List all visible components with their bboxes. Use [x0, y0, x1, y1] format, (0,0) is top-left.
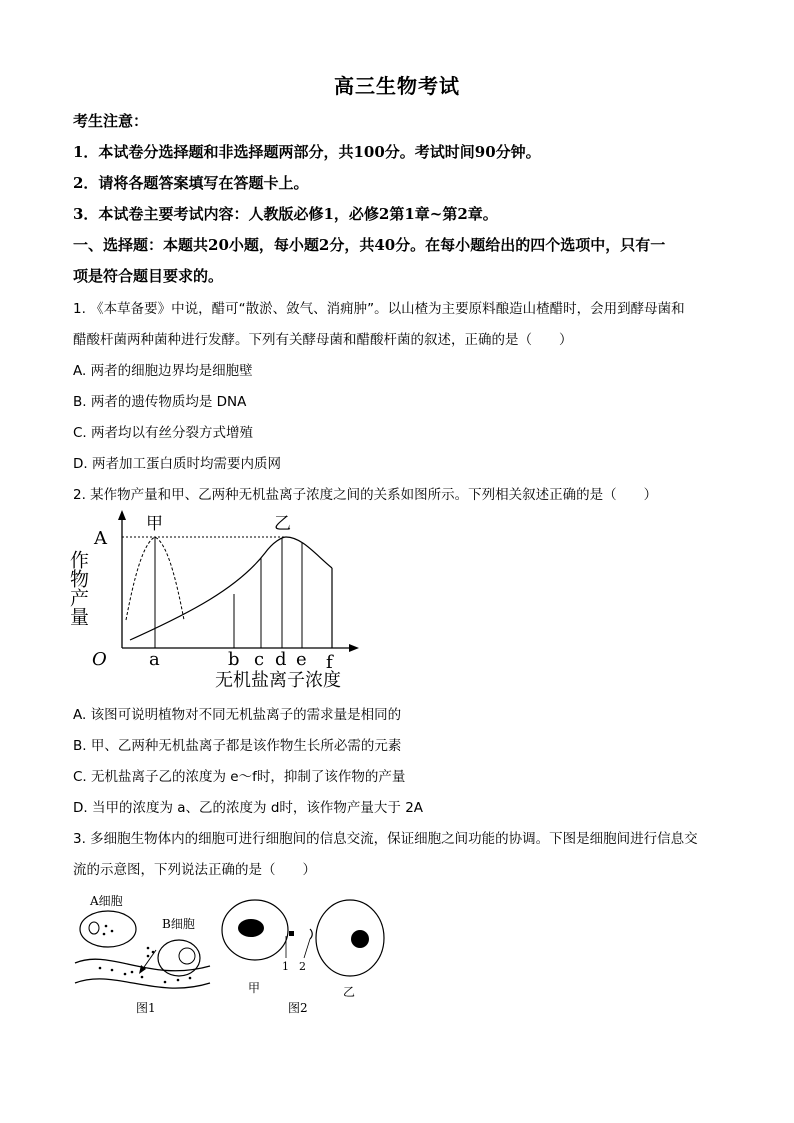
cell-yi-nucleus [351, 930, 369, 948]
notice-heading: 考生注意： [73, 112, 149, 130]
signal-dot [103, 933, 106, 936]
signal-dot [111, 969, 114, 972]
signal-dot [141, 976, 144, 979]
x-tick-b: b [228, 649, 240, 670]
cell-a [80, 911, 136, 947]
peak-label: A [94, 528, 107, 549]
x-axis-label: 无机盐离子浓度 [215, 670, 341, 691]
x-tick-c: c [254, 649, 265, 670]
question-2-option-b: B. 甲、乙两种无机盐离子都是该作物生长所必需的元素 [73, 738, 402, 754]
signal-arrow [142, 950, 156, 970]
pointer-2 [304, 939, 310, 958]
signal-dot [131, 971, 134, 974]
x-tick-f: f [326, 652, 333, 673]
signal-dot [124, 973, 127, 976]
question-1-option-c: C. 两者均以有丝分裂方式增殖 [73, 425, 254, 441]
signal-dot [164, 981, 167, 984]
cell-yi-label: 乙 [343, 985, 356, 999]
page-title: 高三生物考试 [334, 74, 460, 98]
signal-dot [189, 977, 192, 980]
question-2-stem: 2. 某作物产量和甲、乙两种无机盐离子浓度之间的关系如图所示。下列相关叙述正确的是（ ） [73, 487, 658, 503]
cell-jia-nucleus [238, 919, 264, 937]
x-tick-d: d [275, 649, 287, 670]
section-heading-line-1: 一、选择题：本题共20小题，每小题2分，共40分。在每小题给出的四个选项中，只有一 [73, 236, 666, 254]
question-3-stem-line-2: 流的示意图，下列说法正确的是（ ） [73, 862, 316, 878]
figure-2-caption: 图2 [288, 1001, 308, 1015]
signal-molecule [289, 931, 294, 936]
cell-a-nucleus [89, 922, 99, 934]
curve-jia-label: 甲 [146, 514, 163, 534]
question-1-option-b: B. 两者的遗传物质均是 DNA [73, 394, 247, 410]
signal-dot [99, 967, 102, 970]
cell-b-nucleus [179, 948, 195, 964]
question-2-option-a: A. 该图可说明植物对不同无机盐离子的需求量是相同的 [73, 707, 402, 723]
notice-item-1: 1．本试卷分选择题和非选择题两部分，共100分。考试时间90分钟。 [73, 143, 541, 161]
blood-vessel-lower-wall [75, 979, 210, 988]
signal-dot [177, 979, 180, 982]
mark-1: 1 [282, 960, 289, 973]
x-tick-a: a [149, 649, 160, 670]
signal-dot [111, 930, 114, 933]
question-1-stem-line-2: 醋酸杆菌两种菌种进行发酵。下列有关酵母菌和醋酸杆菌的叙述，正确的是（ ） [73, 332, 573, 348]
mark-2: 2 [299, 960, 306, 973]
question-3-stem-line-1: 3. 多细胞生物体内的细胞可进行细胞间的信息交流，保证细胞之间功能的协调。下图是细胞间进行信息交 [73, 831, 698, 847]
notice-item-2: 2．请将各题答案填写在答题卡上。 [73, 174, 309, 192]
signal-dot [147, 955, 150, 958]
y-axis-arrow-icon [118, 510, 126, 520]
question-3-figure [70, 888, 390, 1020]
receptor [310, 929, 312, 939]
notice-item-3: 3．本试卷主要考试内容：人教版必修1，必修2第1章~第2章。 [73, 205, 498, 223]
cell-a-label: A细胞 [90, 894, 123, 908]
curve-yi-label: 乙 [274, 514, 291, 534]
x-axis-arrow-icon [349, 644, 359, 652]
cell-jia-label: 甲 [248, 981, 261, 995]
origin-label: O [92, 649, 107, 670]
figure-1-caption: 图1 [136, 1001, 156, 1015]
question-2-figure [67, 508, 370, 693]
question-2-option-d: D. 当甲的浓度为 a、乙的浓度为 d时，该作物产量大于 2A [73, 800, 424, 816]
cell-b-label: B细胞 [162, 917, 195, 931]
cell-yi [316, 900, 384, 976]
signal-dot [147, 947, 150, 950]
question-2-option-c: C. 无机盐离子乙的浓度为 e～f时，抑制了该作物的产量 [73, 769, 406, 785]
y-axis-label: 作物产量 [67, 550, 89, 626]
signal-dot [105, 925, 108, 928]
x-tick-e: e [296, 649, 307, 670]
question-1-option-d: D. 两者加工蛋白质时均需要内质网 [73, 456, 281, 472]
question-1-stem-line-1: 1. 《本草备要》中说，醋可“散淤、敛气、消痈肿”。以山楂为主要原料酿造山楂醋时，会用到酵母菌和 [73, 301, 685, 317]
section-heading-line-2: 项是符合题目要求的。 [73, 267, 224, 285]
question-1-option-a: A. 两者的细胞边界均是细胞壁 [73, 363, 253, 379]
